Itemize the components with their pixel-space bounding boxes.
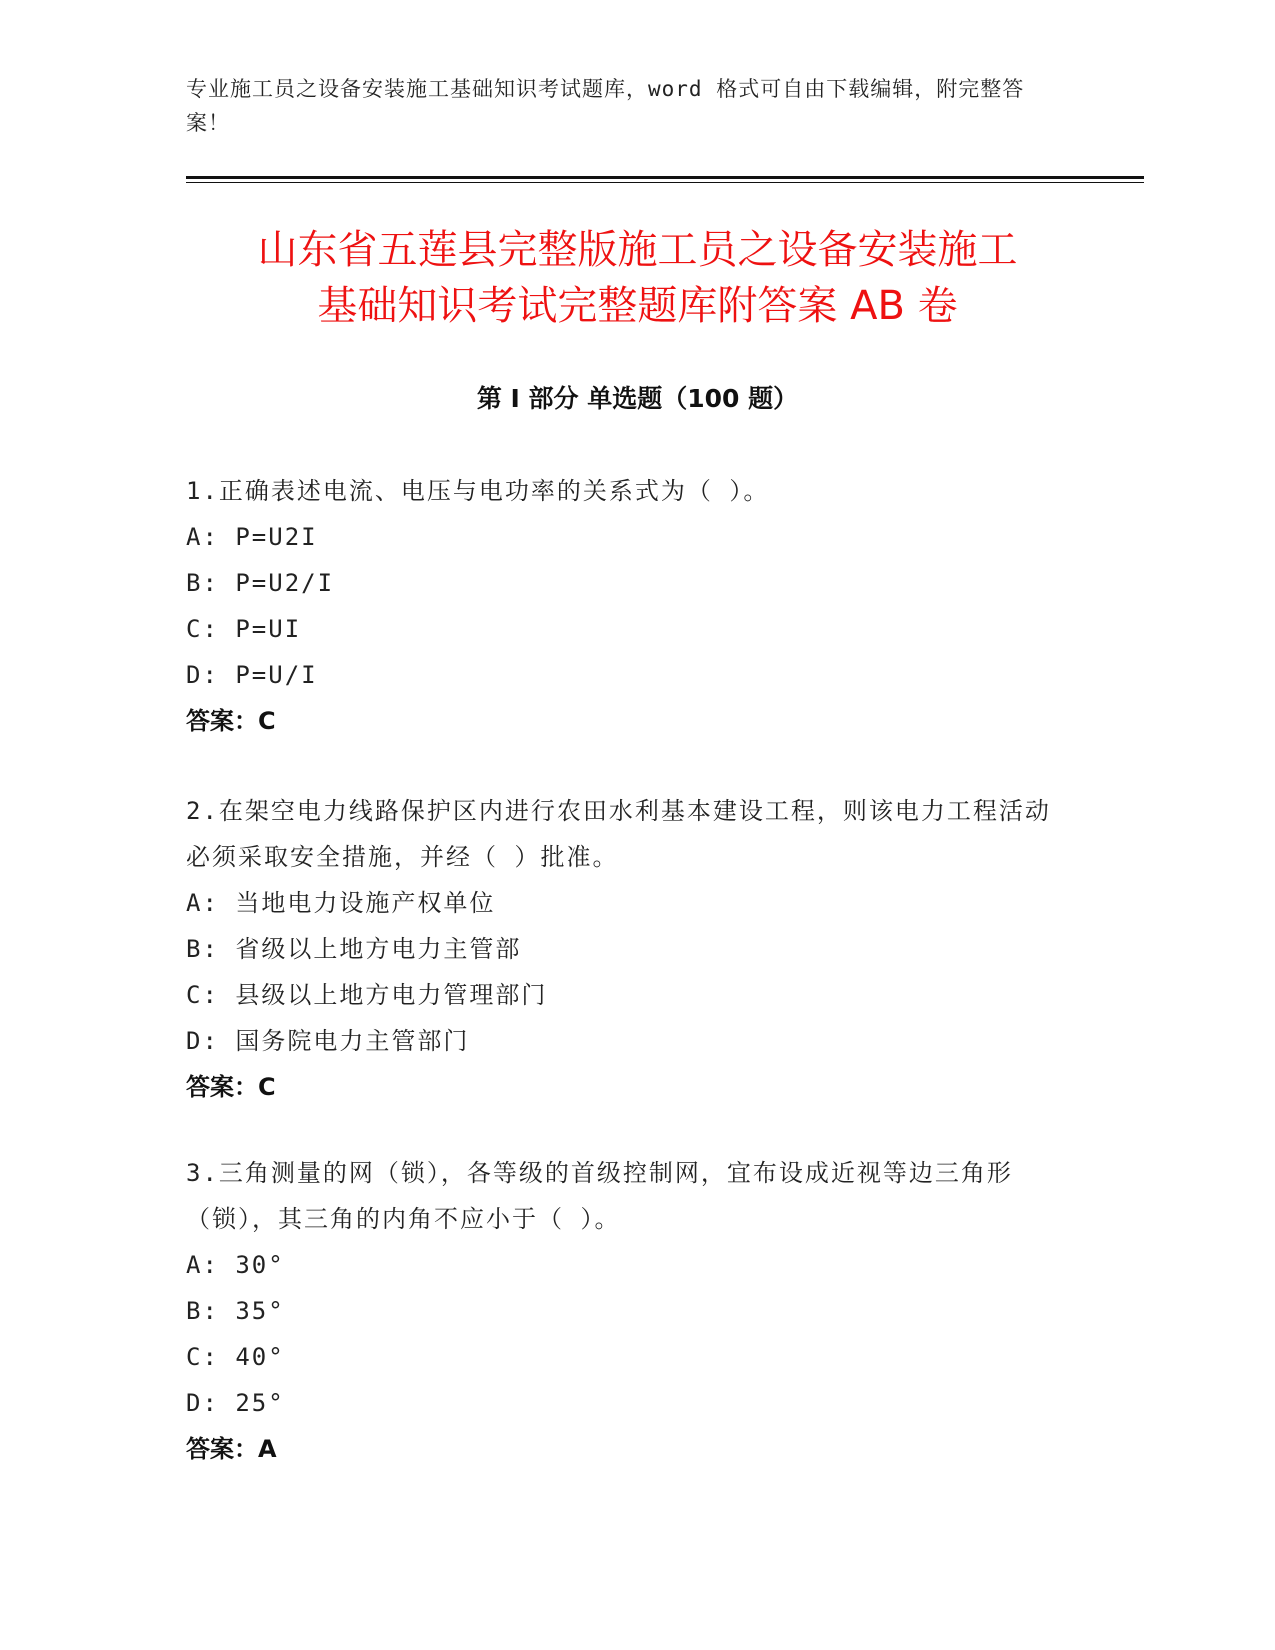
answer: 答案：A bbox=[186, 1435, 277, 1463]
question-stem: 1.正确表述电流、电压与电功率的关系式为（ ）。 bbox=[186, 477, 770, 505]
option-c: C: 县级以上地方电力管理部门 bbox=[186, 981, 548, 1009]
option-b: B: 省级以上地方电力主管部 bbox=[186, 935, 522, 963]
header-note: 专业施工员之设备安装施工基础知识考试题库，word 格式可自由下载编辑，附完整答案！ bbox=[186, 77, 1025, 135]
header-divider-thick bbox=[186, 176, 1144, 179]
option-a: A: 30° bbox=[186, 1251, 285, 1279]
option-c: C: P=UI bbox=[186, 615, 302, 643]
option-d: D: 国务院电力主管部门 bbox=[186, 1027, 470, 1055]
option-c: C: 40° bbox=[186, 1343, 285, 1371]
question-stem: 2.在架空电力线路保护区内进行农田水利基本建设工程，则该电力工程活动必须采取安全措施，并经（ ）批准。 bbox=[186, 797, 1051, 871]
answer: 答案：C bbox=[186, 1073, 276, 1101]
question-1 bbox=[186, 468, 1066, 744]
question-2 bbox=[186, 788, 1066, 1110]
option-d: D: 25° bbox=[186, 1389, 285, 1417]
option-b: B: P=U2/I bbox=[186, 569, 335, 597]
option-a: A: P=U2I bbox=[186, 523, 318, 551]
option-b: B: 35° bbox=[186, 1297, 285, 1325]
document-title-line-1: 山东省五莲县完整版施工员之设备安装施工 bbox=[257, 227, 1018, 273]
document-title bbox=[150, 222, 1125, 334]
document-title-line-2: 基础知识考试完整题库附答案 AB 卷 bbox=[317, 283, 958, 329]
header-divider-thin bbox=[186, 182, 1144, 183]
section-title: 第 I 部分 单选题（100 题） bbox=[476, 384, 799, 413]
question-3 bbox=[186, 1150, 1066, 1472]
question-stem: 3.三角测量的网（锁），各等级的首级控制网，宜布设成近视等边三角形（锁），其三角的内角不应小于（ ）。 bbox=[186, 1159, 1013, 1233]
option-d: D: P=U/I bbox=[186, 661, 318, 689]
answer: 答案：C bbox=[186, 707, 276, 735]
option-a: A: 当地电力设施产权单位 bbox=[186, 889, 496, 917]
